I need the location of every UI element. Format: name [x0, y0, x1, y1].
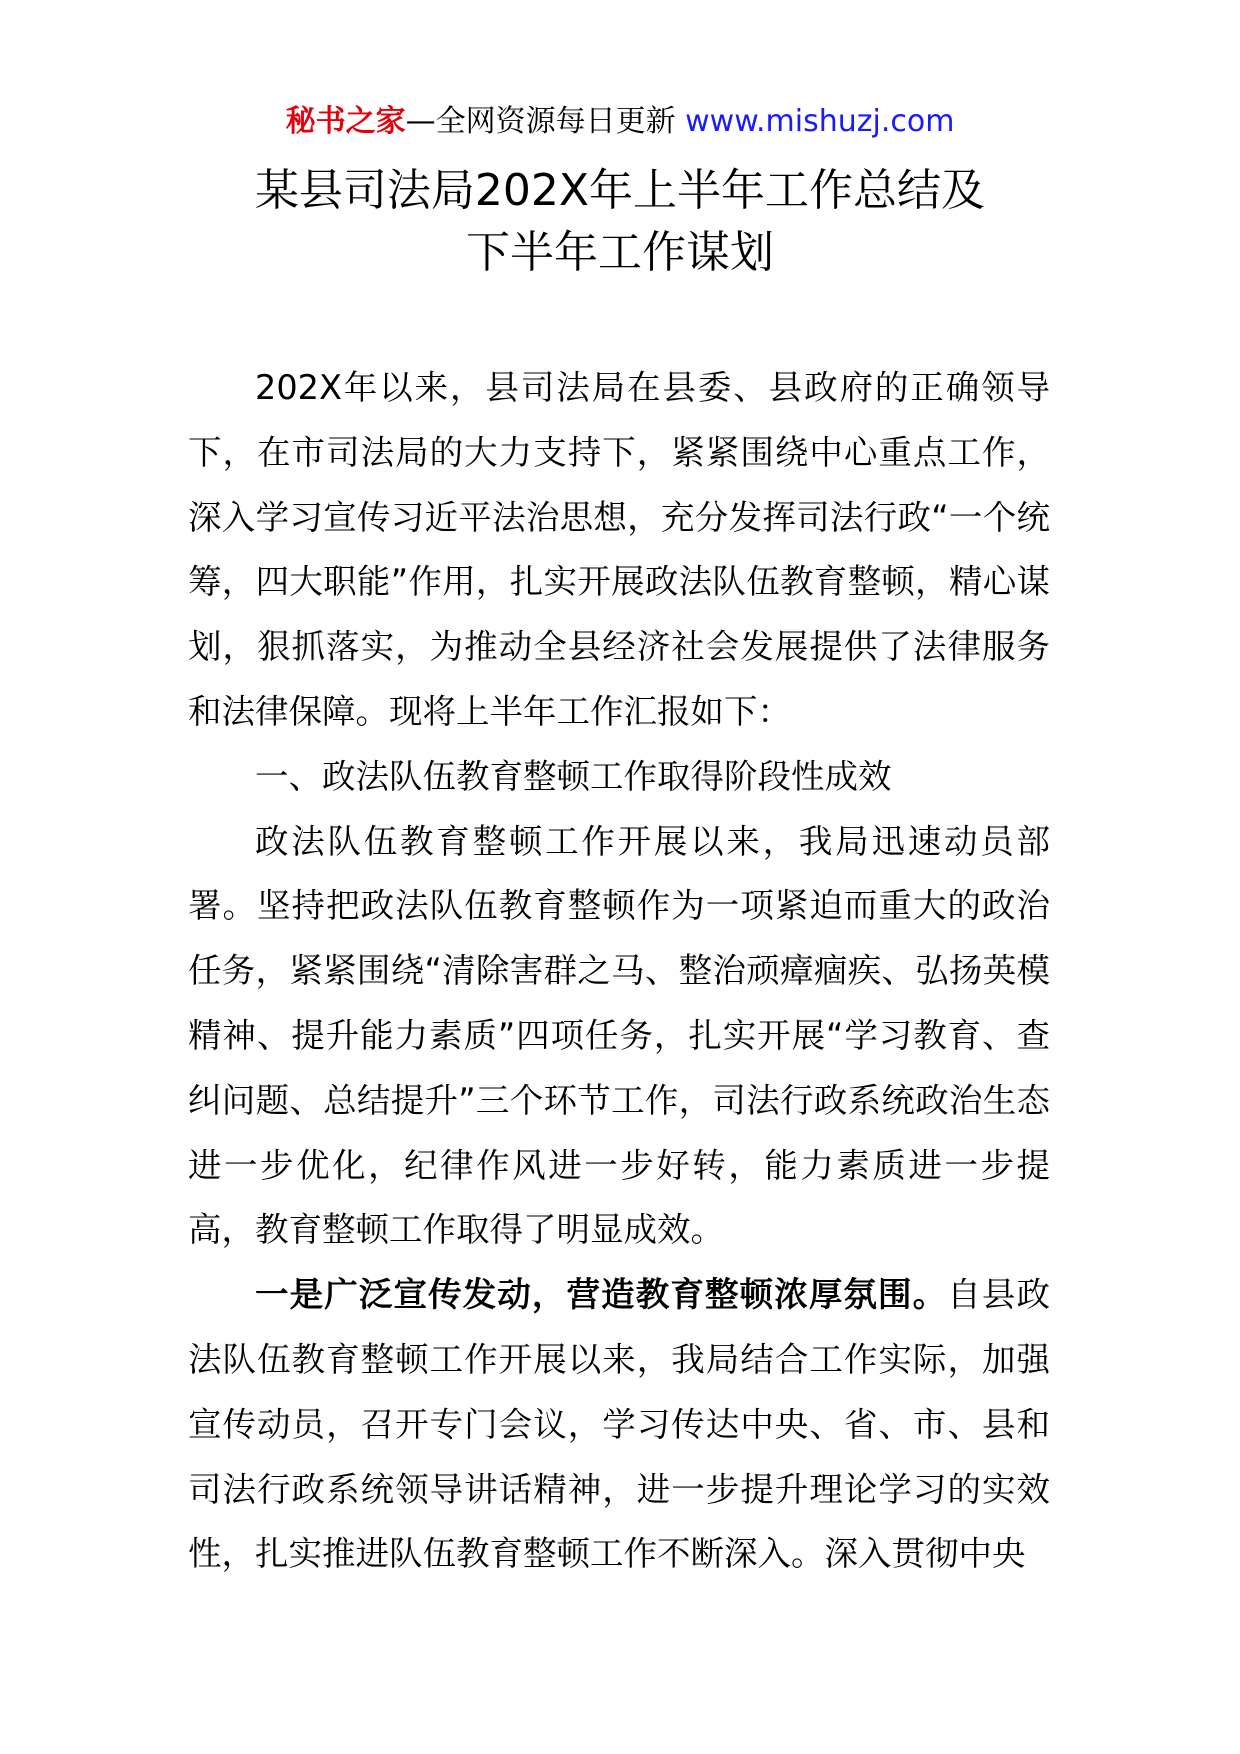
header-tagline: —全网资源每日更新 [405, 104, 686, 139]
brand-name: 秘书之家 [285, 104, 406, 139]
title-line-1: 某县司法局202X年上半年工作总结及 [254, 165, 986, 216]
point-1-lead: 一是广泛宣传发动，营造教育整顿浓厚氛围。 [255, 1275, 948, 1315]
title-line-2: 下半年工作谋划 [466, 227, 774, 278]
section-1-heading: 一、政法队伍教育整顿工作取得阶段性成效 [255, 756, 892, 796]
header-banner [0, 100, 1240, 144]
point-1-text: 自县政法队伍教育整顿工作开展以来，我局结合工作实际，加强宣传动员，召开专门会议，学习传达中央、省、市、县和司法行政系统领导讲话精神，进一步提升理论学习的实效性，扎实推进队伍教育整顿工作不断深入。深入贯彻中央 [188, 1275, 1051, 1574]
intro-paragraph: 202X年以来，县司法局在县委、县政府的正确领导下，在市司法局的大力支持下，紧紧围绕中心重点工作，深入学习宣传习近平法治思想，充分发挥司法行政“一个统筹，四大职能”作用，扎实开展政法队伍教育整顿，精心谋划，狠抓落实，为推动全县经济社会发展提供了法律服务和法律保障。现将上半年工作汇报如下： [188, 368, 1050, 731]
point-1-paragraph [188, 1263, 1050, 1587]
section-1-paragraph: 政法队伍教育整顿工作开展以来，我局迅速动员部署。坚持把政法队伍教育整顿作为一项紧迫而重大的政治任务，紧紧围绕“清除害群之马、整治顽瘴痼疾、弘扬英模精神、提升能力素质”四项任务，扎实开展“学习教育、查纠问题、总结提升”三个环节工作，司法行政系统政治生态进一步优化，纪律作风进一步好转，能力素质进一步提高，教育整顿工作取得了明显成效。 [188, 821, 1050, 1250]
document-body [188, 356, 1050, 1587]
document-title [0, 160, 1240, 284]
site-url-link[interactable]: www.mishuzj.com [685, 104, 955, 139]
